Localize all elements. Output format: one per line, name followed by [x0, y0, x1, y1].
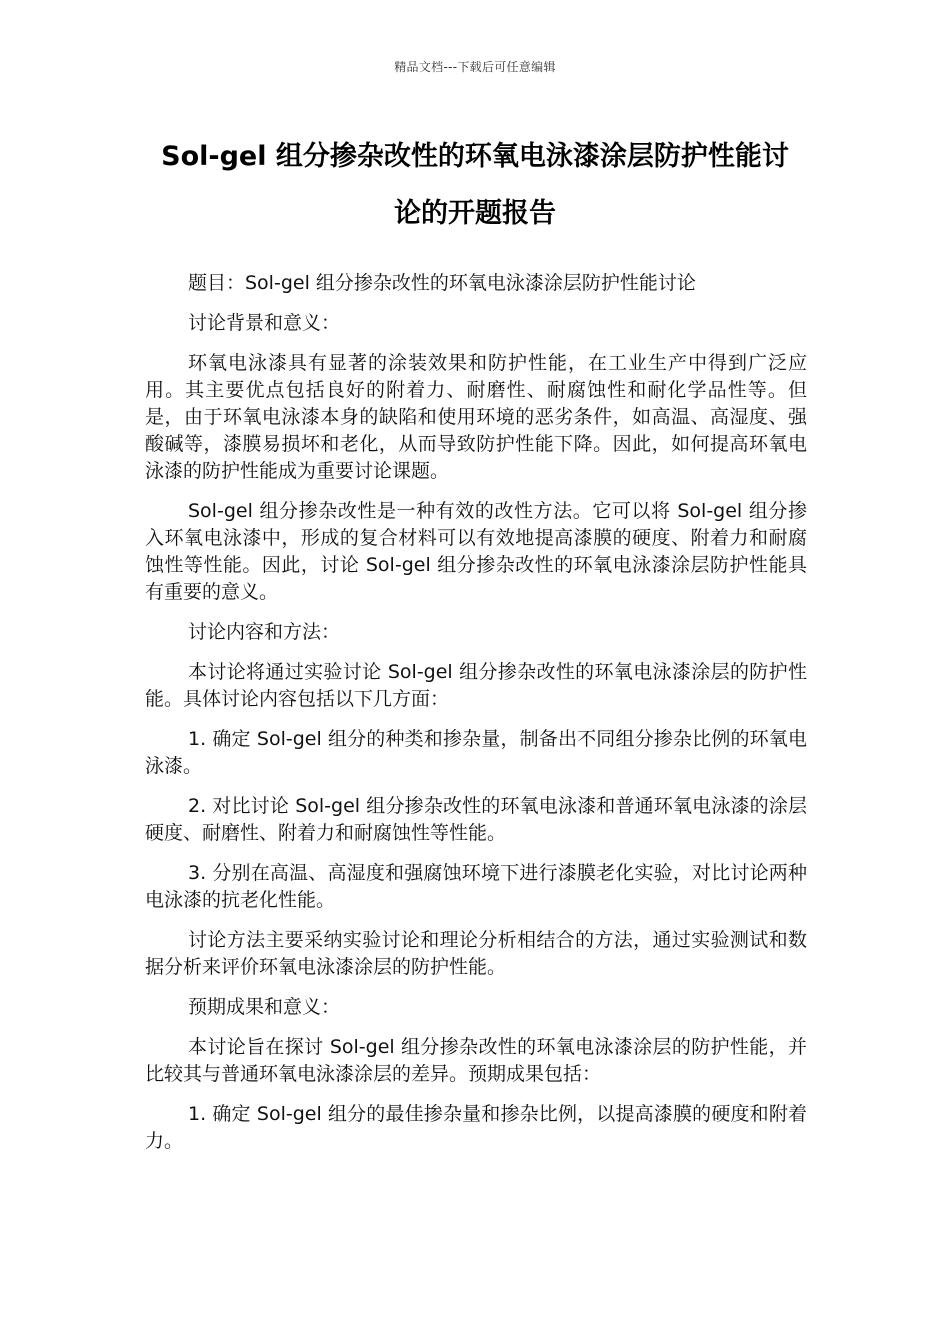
methods-paragraph: 讨论方法主要采纳实验讨论和理论分析相结合的方法，通过实验测试和数据分析来评价环氧电泳漆涂层的防护性能。 — [145, 929, 807, 978]
background-paragraph-2: Sol-gel 组分掺杂改性是一种有效的改性方法。它可以将 Sol-gel 组分掺入环氧电泳漆中，形成的复合材料可以有效地提高漆膜的硬度、附着力和耐腐蚀性等性能。因此，讨论 Sol-gel 组分掺杂改性的环氧电泳漆涂层防护性能具有重要的意义。 — [145, 500, 807, 603]
background-paragraph-1: 环氧电泳漆具有显著的涂装效果和防护性能，在工业生产中得到广泛应用。其主要优点包括良好的附着力、耐磨性、耐腐蚀性和耐化学品性等。但是，由于环氧电泳漆本身的缺陷和使用环境的恶劣条件，如高温、高湿度、强酸碱等，漆膜易损坏和老化，从而导致防护性能下降。因此，如何提高环氧电泳漆的防护性能成为重要讨论课题。 — [145, 352, 807, 482]
title-line-2: 论的开题报告 — [394, 198, 556, 229]
title-line-1: Sol-gel 组分掺杂改性的环氧电泳漆涂层防护性能讨 — [161, 141, 789, 172]
results-paragraph-intro: 本讨论旨在探讨 Sol-gel 组分掺杂改性的环氧电泳漆涂层的防护性能，并比较其与普通环氧电泳漆涂层的差异。预期成果包括： — [145, 1036, 807, 1085]
content-item-1: 1. 确定 Sol-gel 组分的种类和掺杂量，制备出不同组分掺杂比例的环氧电泳漆。 — [145, 728, 807, 777]
document-body — [145, 270, 807, 1168]
section-heading-expected-results: 预期成果和意义： — [188, 996, 341, 1018]
content-item-3: 3. 分别在高温、高湿度和强腐蚀环境下进行漆膜老化实验，对比讨论两种电泳漆的抗老化性能。 — [145, 862, 807, 911]
section-heading-background: 讨论背景和意义： — [188, 312, 341, 334]
content-item-2: 2. 对比讨论 Sol-gel 组分掺杂改性的环氧电泳漆和普通环氧电泳漆的涂层硬度、耐磨性、附着力和耐腐蚀性等性能。 — [145, 795, 807, 844]
document-title — [140, 128, 810, 242]
header-note: 精品文档---下载后可任意编辑 — [394, 60, 556, 74]
results-item-1: 1. 确定 Sol-gel 组分的最佳掺杂量和掺杂比例，以提高漆膜的硬度和附着力。 — [145, 1103, 807, 1152]
topic-paragraph: 题目：Sol-gel 组分掺杂改性的环氧电泳漆涂层防护性能讨论 — [188, 272, 696, 294]
content-paragraph-intro: 本讨论将通过实验讨论 Sol-gel 组分掺杂改性的环氧电泳漆涂层的防护性能。具体讨论内容包括以下几方面： — [145, 661, 807, 710]
section-heading-content-methods: 讨论内容和方法： — [188, 621, 341, 643]
